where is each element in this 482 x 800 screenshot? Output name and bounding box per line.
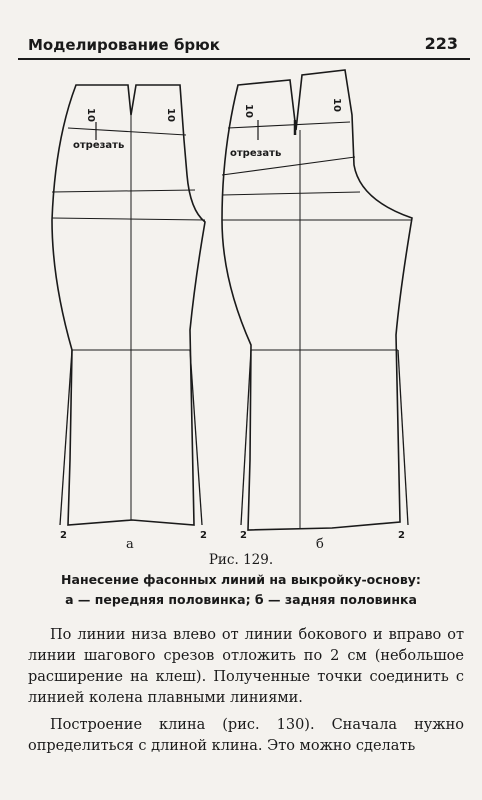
paragraph-2: Построение клина (рис. 130). Сначала нужно определиться с длиной клина. Это можно сделать [28, 717, 464, 754]
figure-caption [0, 550, 482, 610]
figure-description-line2: а — передняя половинка; б — задняя половинка [65, 592, 417, 607]
page-number: 223 [424, 34, 458, 53]
front-cut-label: отрезать [73, 140, 125, 151]
front-mark-2-left: 2 [60, 530, 67, 541]
back-mark-2-left: 2 [240, 530, 247, 541]
running-title: Моделирование брюк [28, 36, 220, 54]
body-text [28, 625, 464, 763]
back-cut-label: отрезать [230, 148, 282, 159]
back-mark-2-right: 2 [398, 530, 405, 541]
figure-title: Рис. 129. [208, 552, 274, 568]
back-mark-10-right: 10 [331, 98, 342, 112]
front-waist-line [68, 128, 186, 135]
front-half-label: а [126, 537, 134, 550]
page-header [18, 30, 470, 60]
front-crotch-line [52, 218, 205, 220]
front-mark-10-left: 10 [85, 108, 96, 122]
back-hip-line [222, 192, 360, 195]
front-mark-10-right: 10 [165, 108, 176, 122]
back-half-outline [222, 70, 412, 530]
back-yoke-line [222, 157, 355, 175]
figure-description-line1: Нанесение фасонных линий на выкройку-основу: [61, 572, 421, 587]
front-mark-2-right: 2 [200, 530, 207, 541]
back-half-label: б [316, 537, 324, 550]
back-mark-10-left: 10 [243, 104, 254, 118]
front-hip-line [52, 190, 195, 192]
paragraph-1: По линии низа влево от линии бокового и вправо от линии шагового срезов отложить по 2 см (небольшое расширение на клеш). Полученные точки соединить с линией колена плавными линиями. [28, 627, 464, 706]
pattern-figure [0, 60, 482, 550]
front-half-outline [52, 85, 205, 525]
back-waist-line [228, 122, 350, 128]
